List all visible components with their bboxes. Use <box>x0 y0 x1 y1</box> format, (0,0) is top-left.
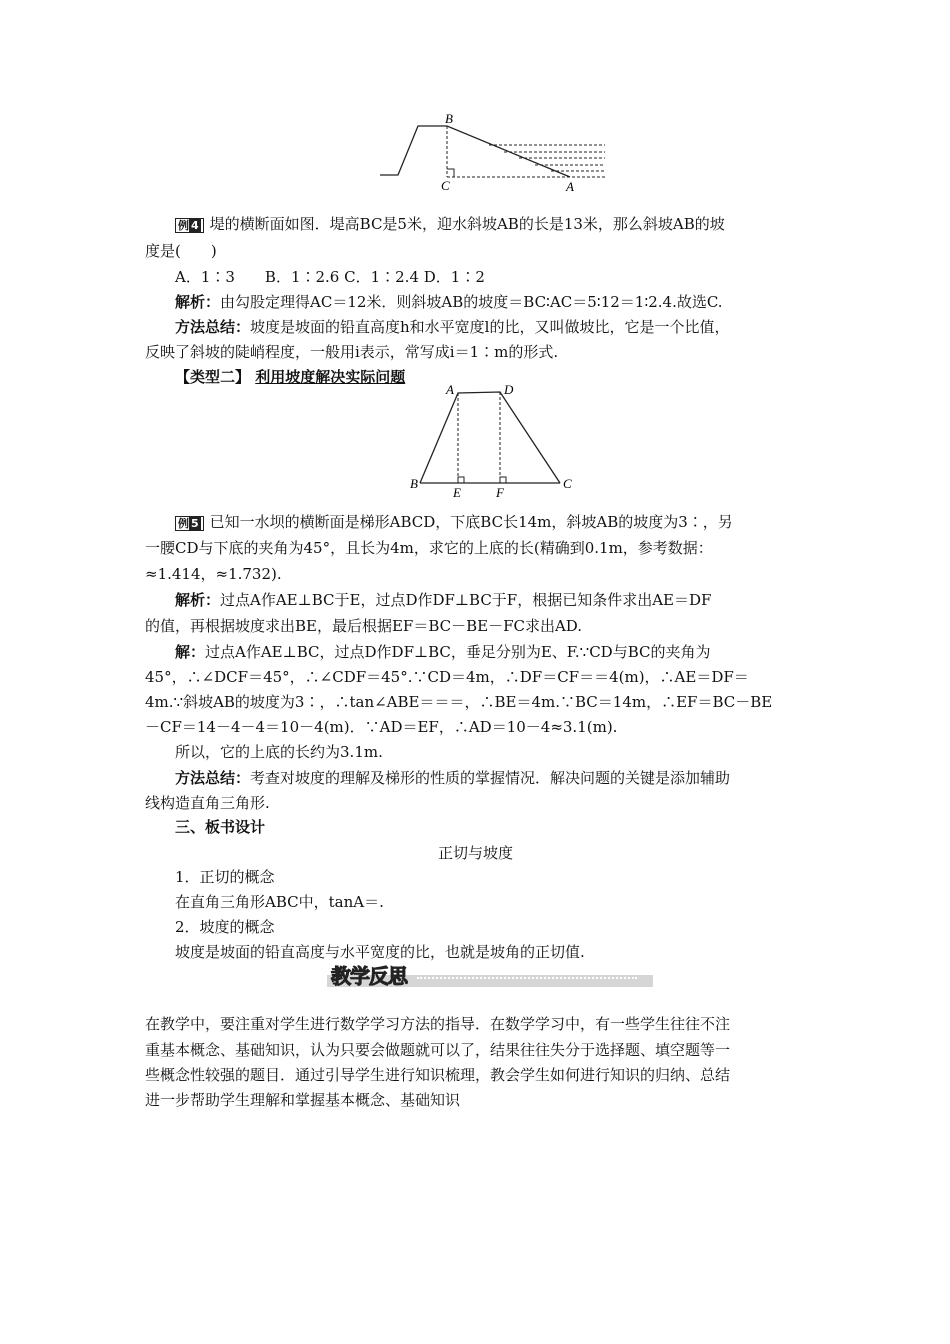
board-item: 2．坡度的概念 <box>175 918 275 936</box>
example5-summary: 方法总结：考查对坡度的理解及梯形的性质的掌握情况．解决问题的关键是添加辅助 <box>175 769 731 787</box>
example5-question-line: ≈1.414，≈1.732). <box>145 565 282 583</box>
label-c: C <box>441 178 450 193</box>
label-e: E <box>453 485 461 500</box>
label-b: B <box>445 111 453 126</box>
embankment-figure <box>370 105 620 200</box>
example5-analysis: 解析：过点A作AE⊥BC于E，过点D作DF⊥BC于F，根据已知条件求出AE＝DF <box>175 591 712 609</box>
example5-summary-line: 线构造直角三角形. <box>145 794 270 812</box>
example5-solution-line: 45°，∴∠DCF＝45°，∴∠CDF＝45°.∵CD＝4m，∴DF＝CF＝＝4(m)，∴AE＝DF＝ <box>145 668 749 686</box>
example4-analysis: 解析：由勾股定理得AC＝12米．则斜坡AB的坡度＝BC∶AC＝5∶12＝1∶2.4.故选C. <box>175 293 723 311</box>
example5-conclusion: 所以，它的上底的长约为3.1m. <box>175 743 383 761</box>
label-f: F <box>496 485 504 500</box>
label-a: A <box>446 382 454 397</box>
example5-question: 例 5 已知一水坝的横断面是梯形ABCD，下底BC长14m，斜坡AB的坡度为3∶，另 <box>175 512 733 532</box>
example4-question-cont: 度是( ) <box>145 242 217 260</box>
reflection-line: 些概念性较强的题目．通过引导学生进行知识梳理，教会学生如何进行知识的归纳、总结 <box>145 1066 731 1084</box>
example5-question-line: 一腰CD与下底的夹角为45°，且长为4m，求它的上底的长(精确到0.1m，参考数据： <box>145 539 713 557</box>
label-c: C <box>563 476 572 491</box>
example4-options: A．1∶3 B．1∶2.6 C．1∶2.4 D．1∶2 <box>175 268 485 286</box>
example5-solution-line: 4m.∵斜坡AB的坡度为3∶，∴tan∠ABE＝＝＝，∴BE＝4m.∵BC＝14m，∴EF＝BC－BE <box>145 693 773 711</box>
label-a: A <box>566 179 574 194</box>
example-badge: 例 5 <box>175 516 204 531</box>
board-item: 1．正切的概念 <box>175 868 275 886</box>
label-d: D <box>504 382 514 397</box>
label-b: B <box>410 476 418 491</box>
dam-trapezoid-figure <box>405 380 580 500</box>
example5-solution-line: －CF＝14－4－4＝10－4(m)．∵AD＝EF，∴AD＝10－4≈3.1(m). <box>145 718 618 736</box>
board-item: 在直角三角形ABC中，tanA＝. <box>175 893 384 911</box>
reflection-line: 在教学中，要注重对学生进行数学学习方法的指导．在数学学习中，有一些学生往往不注 <box>145 1015 731 1033</box>
example4-question: 例 4 堤的横断面如图．堤高BC是5米，迎水斜坡AB的长是13米，那么斜坡AB的坡 <box>175 214 725 234</box>
board-title: 正切与坡度 <box>438 844 514 862</box>
reflection-line: 进一步帮助学生理解和掌握基本概念、基础知识 <box>145 1091 461 1109</box>
type2-heading: 【类型二】 利用坡度解决实际问题 <box>175 368 406 386</box>
example-badge: 例 4 <box>175 218 204 233</box>
reflection-banner <box>327 960 653 988</box>
example4-summary-cont: 反映了斜坡的陡峭程度，一般用i表示，常写成i＝1∶m的形式. <box>145 343 559 361</box>
example5-analysis-line: 的值，再根据坡度求出BE，最后根据EF＝BC－BE－FC求出AD. <box>145 617 583 635</box>
reflection-banner-title: 教学反思 <box>331 964 407 988</box>
reflection-line: 重基本概念、基础知识，认为只要会做题就可以了，结果往往失分于选择题、填空题等一 <box>145 1041 731 1059</box>
example5-solution: 解：过点A作AE⊥BC，过点D作DF⊥BC，垂足分别为E、F.∵CD与BC的夹角为 <box>175 643 711 661</box>
board-item: 坡度是坡面的铅直高度与水平宽度的比，也就是坡角的正切值. <box>175 943 585 961</box>
example4-summary: 方法总结：坡度是坡面的铅直高度h和水平宽度l的比，又叫做坡比，它是一个比值， <box>175 318 730 336</box>
board-heading: 三、板书设计 <box>175 818 266 836</box>
